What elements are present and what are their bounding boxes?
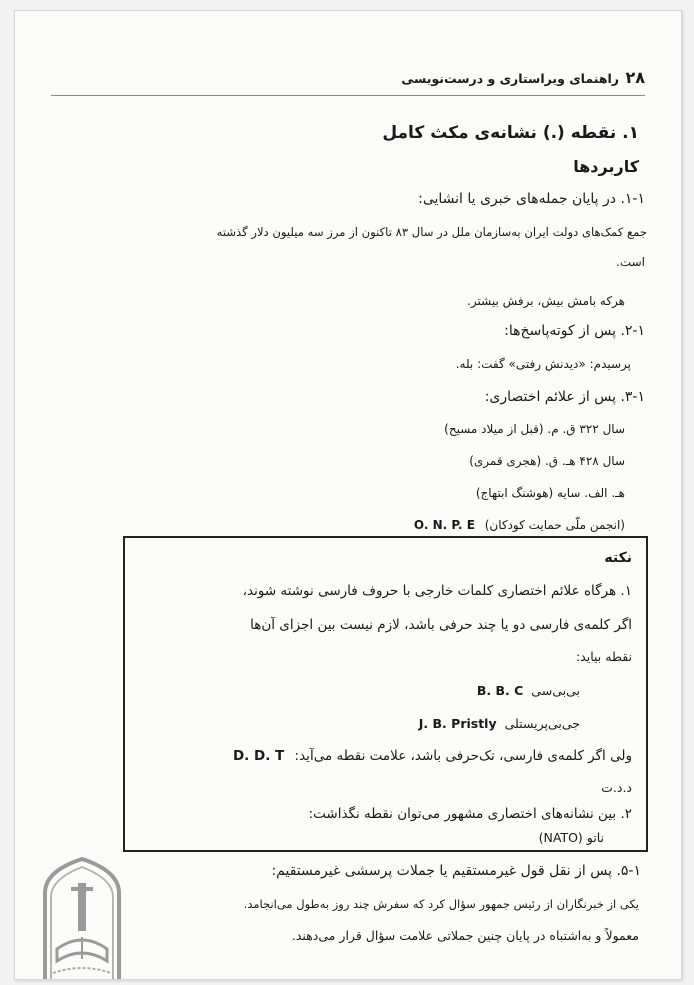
note-p2-latin: D. D. T <box>232 748 285 764</box>
example-1-1b: است. <box>616 255 645 269</box>
example-1-3b: سال ۴۲۸ هـ. ق. (هجری قمری) <box>469 454 625 468</box>
example-1-5a: یکی از خبرنگاران از رئیس جمهور سؤال کرد که سفرش چند روز به‌طول می‌انجامد. <box>243 897 639 911</box>
book-page <box>14 10 682 980</box>
note-example-2-fa: جی‌بی‌پریستلی <box>504 716 580 731</box>
library-stamp-watermark <box>37 853 127 979</box>
example-1-1c: هرکه بامش بیش، برفش بیشتر. <box>467 294 625 308</box>
note-p3b: ناتو (NATO) <box>538 830 604 845</box>
note-p2b: د.د.ت <box>601 780 632 795</box>
example-1-3c: هـ. الف. سایه (هوشنگ ابتهاج) <box>475 486 625 500</box>
note-example-1-latin: B. B. C <box>476 683 524 698</box>
header-rule <box>51 95 645 96</box>
note-p1b: اگر کلمه‌ی فارسی دو یا چند حرفی باشد، لازم نیست بین اجزای آن‌ها <box>250 617 632 633</box>
note-example-1 <box>477 683 580 698</box>
item-1-1-label: ۱-۱. در پایان جمله‌های خبری یا انشایی: <box>418 191 645 207</box>
note-p2 <box>233 748 632 764</box>
example-1-3d-latin: O. N. P. E <box>413 518 475 532</box>
page-number: ۲۸ <box>625 68 645 87</box>
example-1-3a: سال ۳۲۲ ق. م. (قبل از میلاد مسیح) <box>444 422 625 436</box>
section-subtitle: کاربردها <box>573 157 639 176</box>
example-1-1a: جمع کمک‌های دولت ایران به‌سازمان ملل در سال ۸۳ تاکنون از مرز سه میلیون دلار گذشته <box>216 225 647 239</box>
example-1-3d-fa: (انجمن ملّی حمایت کودکان) <box>484 518 625 532</box>
item-1-3-label: ۳-۱. پس از علائم اختصاری: <box>484 389 645 405</box>
running-title: راهنمای ویراستاری و درست‌نویسی <box>401 71 619 86</box>
note-p1a: ۱. هرگاه علائم اختصاری کلمات خارجی با حروف فارسی نوشته شوند، <box>242 583 632 599</box>
note-p3: ۲. بین نشانه‌های اختصاری مشهور می‌توان نقطه نگذاشت: <box>308 806 632 822</box>
note-p2-text: ولی اگر کلمه‌ی فارسی، تک‌حرفی باشد، علامت نقطه می‌آید: <box>294 748 632 764</box>
example-1-5b: معمولاً و به‌اشتباه در پایان چنین جملاتی علامت سؤال قرار می‌دهند. <box>291 928 639 943</box>
item-1-2-label: ۲-۱. پس از کوته‌پاسخ‌ها: <box>504 323 645 339</box>
example-1-3d <box>414 518 625 532</box>
example-1-2: پرسیدم: «دیدنش رفتی» گفت: بله. <box>455 357 631 371</box>
note-title: نکته <box>604 550 632 566</box>
note-p1c: نقطه بیاید: <box>575 649 632 664</box>
note-example-2 <box>419 716 580 731</box>
item-1-5-label: ۵-۱. پس از نقل قول غیرمستقیم یا جملات پرسشی غیرمستقیم: <box>271 863 641 879</box>
section-title: ۱. نقطه (.) نشانه‌ی مکث کامل <box>382 123 639 143</box>
note-example-1-fa: بی‌بی‌سی <box>531 683 580 698</box>
note-example-2-latin: J. B. Pristly <box>418 716 497 731</box>
note-box <box>123 536 648 852</box>
